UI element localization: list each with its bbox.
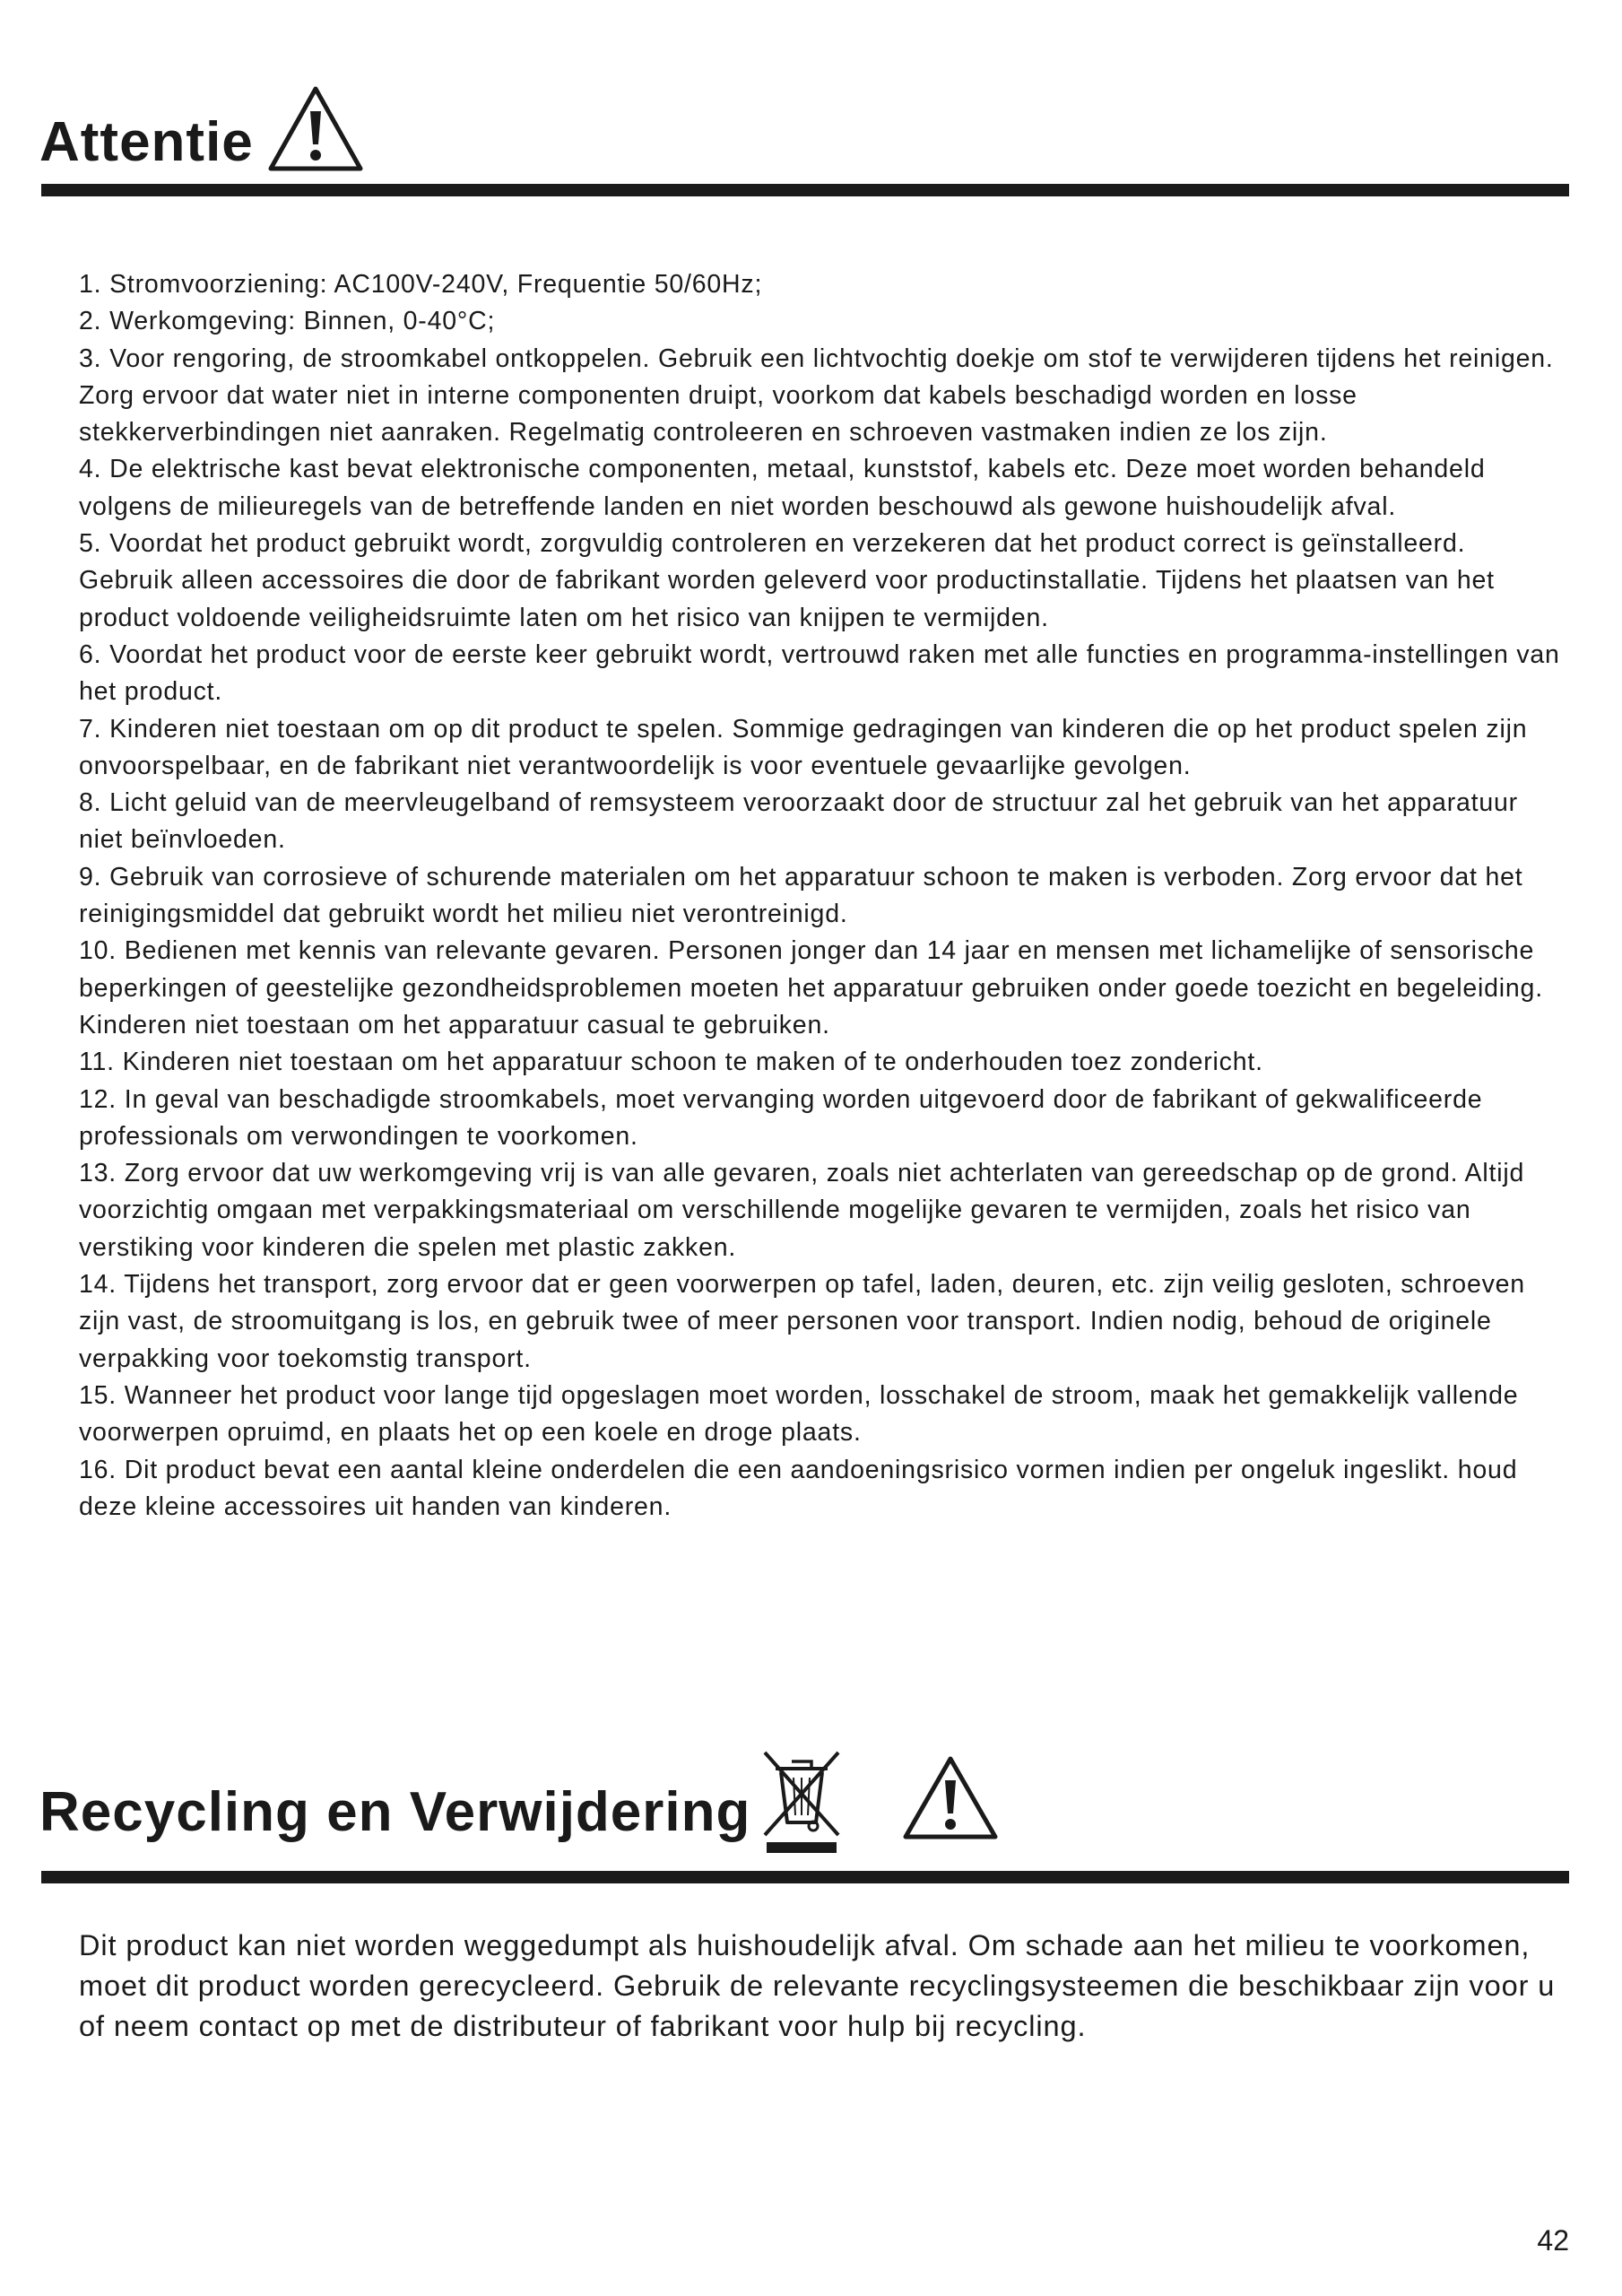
- attention-list: [79, 266, 1567, 1526]
- attention-header: [39, 84, 365, 174]
- attention-item: 1. Stromvoorziening: AC100V-240V, Frequentie 50/60Hz;: [79, 270, 763, 299]
- recycling-header: [39, 1749, 1000, 1855]
- attention-divider: [41, 184, 1569, 196]
- attention-item: 11. Kinderen niet toestaan om het apparatuur schoon te maken of te onderhouden toez zondericht.: [79, 1048, 1263, 1077]
- attention-item: 16. Dit product bevat een aantal kleine onderdelen die een aandoeningsrisico vormen indien per ongeluk ingeslikt. houd deze kleine accessoires uit handen van kinderen.: [79, 1455, 1518, 1521]
- attention-item: 5. Voordat het product gebruikt wordt, zorgvuldig controleren en verzekeren dat het product correct is geïnstalleerd. Gebruik alleen accessoires die door de fabrikant worden geleverd voor productinstallatie. Tijdens het plaatsen van het product voldoende veiligheidsruimte laten om het risico van knijpen te vermijden.: [79, 529, 1495, 632]
- attention-item: 10. Bedienen met kennis van relevante gevaren. Personen jonger dan 14 jaar en mensen met lichamelijke of sensorische beperkingen of geestelijke gezondheidsproblemen moeten het apparatuur gebruiken onder goede toezicht en begeleiding. Kinderen niet toestaan om het apparatuur casual te gebruiken.: [79, 936, 1543, 1039]
- attention-title: Attentie: [39, 111, 254, 173]
- recycling-text: Dit product kan niet worden weggedumpt als huishoudelijk afval. Om schade aan het milieu te voorkomen, moet dit product worden gerecycleerd. Gebruik de relevante recyclingsysteemen die beschikbaar zijn voor u of neem contact op met de distributeur of fabrikant voor hulp bij recycling.: [79, 1929, 1556, 2042]
- attention-item: 15. Wanneer het product voor lange tijd opgeslagen moet worden, losschakel de stroom, maak het gemakkelijk vallende voorwerpen opruimd, en plaats het op een koele en droge plaats.: [79, 1380, 1519, 1448]
- attention-item: 12. In geval van beschadigde stroomkabels, moet vervanging worden uitgevoerd door de fabrikant of gekwalificeerde professionals om verwondingen te voorkomen.: [79, 1084, 1483, 1151]
- recycling-title: Recycling en Verwijdering: [39, 1781, 751, 1843]
- attention-item: 3. Voor rengoring, de stroomkabel ontkoppelen. Gebruik een lichtvochtig doekje om stof te verwijderen tijdens het reinigen. Zorg ervoor dat water niet in interne componenten druipt, voorkom dat kabels beschadigd worden en losse stekkerverbindingen niet aanraken. Regelmatig controleeren en schroeven vastmaken indien ze los zijn.: [79, 344, 1554, 448]
- weee-crossed-bin-icon: [761, 1749, 842, 1855]
- attention-item: 14. Tijdens het transport, zorg ervoor dat er geen voorwerpen op tafel, laden, deuren, etc. zijn veilig gesloten, schroeven zijn vast, de stroomuitgang is los, en gebruik twee of meer personen voor transport. Indien nodig, behoud de originele verpakking voor toekomstig transport.: [79, 1270, 1525, 1373]
- warning-triangle-icon: [901, 1754, 1000, 1842]
- attention-item: 8. Licht geluid van de meervleugelband of remsysteem veroorzaakt door de structuur zal het gebruik van het apparatuur niet beïnvloeden.: [79, 788, 1518, 855]
- attention-item: 6. Voordat het product voor de eerste keer gebruikt wordt, vertrouwd raken met alle functies en programma-instellingen van het product.: [79, 639, 1560, 707]
- attention-item: 2. Werkomgeving: Binnen, 0-40°C;: [79, 307, 496, 336]
- attention-item: 7. Kinderen niet toestaan om op dit product te spelen. Sommige gedragingen van kinderen die op het product spelen zijn onvoorspelbaar, en de fabrikant niet verantwoordelijk is voor eventuele gevaarlijke gevolgen.: [79, 714, 1528, 780]
- attention-item: 13. Zorg ervoor dat uw werkomgeving vrij is van alle gevaren, zoals niet achterlaten van gereedschap op de grond. Altijd voorzichtig omgaan met verpakkingsmateriaal om verschillende mogelijke gevaren te vermijden, zoals het risico van verstiking voor kinderen die spelen met plastic zakken.: [79, 1159, 1525, 1262]
- page-number: 42: [1537, 2224, 1569, 2257]
- warning-triangle-icon: [266, 84, 365, 174]
- attention-item: 9. Gebruik van corrosieve of schurende materialen om het apparatuur schoon te maken is verboden. Zorg ervoor dat het reinigingsmiddel dat gebruikt wordt het milieu niet verontreinigd.: [79, 862, 1523, 929]
- attention-item: 4. De elektrische kast bevat elektronische componenten, metaal, kunststof, kabels etc. Deze moet worden behandeld volgens de milieuregels van de betreffende landen en niet worden beschouwd als gewone huishoudelijk afval.: [79, 455, 1486, 521]
- recycling-divider: [41, 1871, 1569, 1883]
